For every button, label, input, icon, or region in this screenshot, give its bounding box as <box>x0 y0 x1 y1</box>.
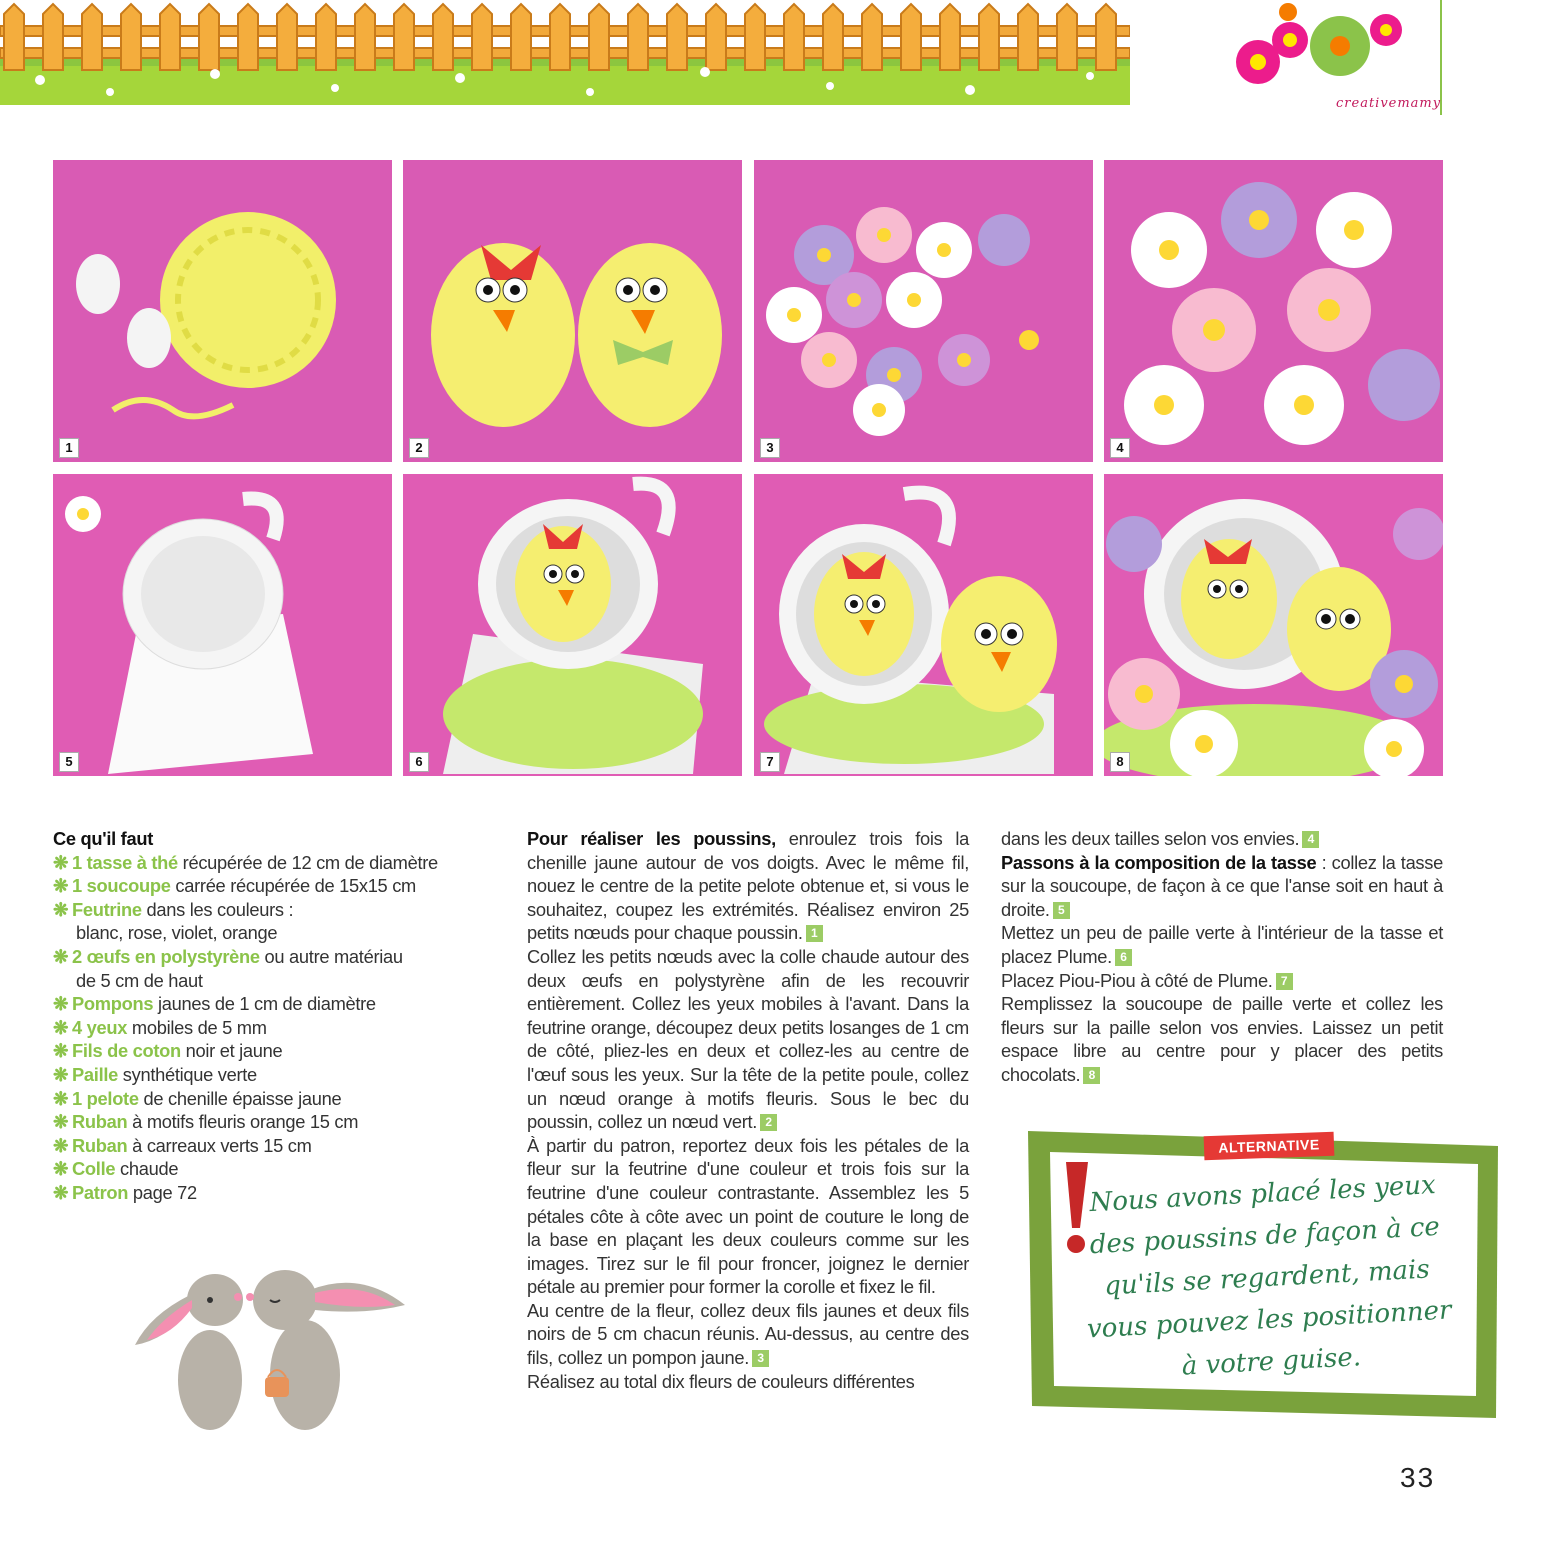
page-number: 33 <box>1400 1462 1436 1493</box>
material-name: 4 yeux <box>72 1016 128 1038</box>
material-item <box>53 1157 493 1181</box>
material-detail: carrée récupérée de 15x15 cm <box>170 875 416 897</box>
materials-list <box>53 827 493 1205</box>
material-item <box>53 1134 493 1158</box>
instruction-paragraph: Réalisez au total dix fleurs de couleurs différentes <box>527 1370 915 1392</box>
material-item <box>53 874 493 898</box>
flower-bullet-icon: ❋ <box>53 1111 69 1133</box>
step-photo-7 <box>754 474 1093 776</box>
step-photo-3 <box>754 160 1093 462</box>
material-name: Ruban <box>72 1134 128 1156</box>
flower-bullet-icon: ❋ <box>53 993 69 1015</box>
material-name: Pompons <box>72 993 154 1015</box>
material-detail: de chenille épaisse jaune <box>138 1087 342 1109</box>
material-detail: récupérée de 12 cm de diamètre <box>177 851 438 873</box>
step-heading: Passons à la composition de la tasse <box>1001 851 1317 873</box>
step-badge: 4 <box>1302 831 1319 848</box>
material-item <box>53 945 493 969</box>
instruction-paragraph: À partir du patron, reportez deux fois les pétales de la fleur sur la feutrine d'une couleur et trois fois sur la feutrine d'une couleur contrastante. Assemblez les 5 pétales côte à côte avec un point de couture le long de la base en plaçant les deux couleurs comme sur les images. Tirez sur le fil pour froncer, joignez le dernier pétale au premier pour former la corolle et fixez le fil. <box>527 1134 969 1298</box>
material-detail: chaude <box>115 1158 179 1180</box>
instruction-paragraph: Mettez un peu de paille verte à l'intérieur de la tasse et placez Plume. 6 <box>1001 922 1443 967</box>
material-item <box>53 1016 493 1040</box>
flower-bullet-icon: ❋ <box>53 1063 69 1085</box>
instruction-paragraph: Pour réaliser les poussins, enroulez trois fois la chenille jaune autour de vos doigts. Avec le même fil, nouez le centre de la petite pelote obtenue et, si vous le souhaitez, coupez les extrémités. Réalisez environ 25 petits nœuds pour chaque poussin. 1 <box>527 828 969 944</box>
material-item <box>53 921 493 945</box>
step-photo-2 <box>403 160 742 462</box>
material-name: Colle <box>72 1158 116 1180</box>
photo-number: 3 <box>760 438 780 458</box>
step-photo-8 <box>1104 474 1443 776</box>
material-detail: à carreaux verts 15 cm <box>127 1134 312 1156</box>
instruction-paragraph: dans les deux tailles selon vos envies. 4 <box>1001 827 1443 851</box>
material-detail: de 5 cm de haut <box>76 969 203 991</box>
alternative-tip-text: Nous avons placé les yeux des poussins de façon à ce qu'ils se regardent, mais vous pouvez les positionner à votre guise. <box>1086 1170 1453 1382</box>
alternative-label: ALTERNATIVE <box>1204 1132 1335 1161</box>
material-item <box>53 969 493 993</box>
flower-bullet-icon: ❋ <box>53 1016 69 1038</box>
material-name: 1 pelote <box>72 1087 139 1109</box>
step-badge: 1 <box>806 925 823 942</box>
photo-number: 2 <box>409 438 429 458</box>
photo-number: 1 <box>59 438 79 458</box>
flower-bullet-icon: ❋ <box>53 875 69 897</box>
material-item <box>53 898 493 922</box>
felt-flowers-image <box>754 160 1093 462</box>
flower-bullet-icon: ❋ <box>53 1181 69 1203</box>
material-detail: page 72 <box>128 1181 197 1203</box>
flower-bullet-icon: ❋ <box>53 945 69 967</box>
material-item <box>53 1181 493 1205</box>
material-detail: ou autre matériau <box>259 945 403 967</box>
material-detail: synthétique verte <box>118 1063 257 1085</box>
bunnies-illustration <box>120 1255 420 1440</box>
step-photo-5 <box>53 474 392 776</box>
fence-header-illustration <box>0 0 1130 105</box>
flower-bullet-icon: ❋ <box>53 1158 69 1180</box>
step-badge: 8 <box>1083 1067 1100 1084</box>
material-item <box>53 1039 493 1063</box>
material-item <box>53 851 493 875</box>
flower-bullet-icon: ❋ <box>53 851 69 873</box>
step-badge: 7 <box>1276 973 1293 990</box>
step-badge: 2 <box>760 1114 777 1131</box>
flower-bullet-icon: ❋ <box>53 1134 69 1156</box>
yarn-ball-image <box>53 160 392 462</box>
material-detail: jaunes de 1 cm de diamètre <box>153 993 376 1015</box>
instructions-column-3 <box>1001 827 1443 1087</box>
photo-number: 8 <box>1110 752 1130 772</box>
material-name: 1 soucoupe <box>72 875 171 897</box>
material-detail: mobiles de 5 mm <box>127 1016 267 1038</box>
material-item <box>53 1110 493 1134</box>
material-name: 2 œufs en polystyrène <box>72 945 260 967</box>
material-name: Patron <box>72 1181 129 1203</box>
felt-flowers-closeup-image <box>1104 160 1443 462</box>
material-detail: blanc, rose, violet, orange <box>76 922 278 944</box>
step-badge: 6 <box>1115 949 1132 966</box>
step-heading: Pour réaliser les poussins, <box>527 828 776 849</box>
photo-number: 5 <box>59 752 79 772</box>
instruction-paragraph: Placez Piou-Piou à côté de Plume. 7 <box>1001 969 1443 993</box>
materials-heading: Ce qu'il faut <box>53 828 153 849</box>
material-detail: dans les couleurs : <box>141 898 294 920</box>
material-detail: noir et jaune <box>180 1040 283 1062</box>
material-name: Paille <box>72 1063 118 1085</box>
flower-bullet-icon: ❋ <box>53 898 69 920</box>
step-badge: 5 <box>1053 902 1070 919</box>
instruction-paragraph: Passons à la composition de la tasse : collez la tasse sur la soucoupe, de façon à ce que l'anse soit en haut à droite. 5 <box>1001 851 1443 920</box>
instruction-paragraph: Remplissez la soucoupe de paille verte et collez les fleurs sur la paille selon vos envies. Laissez un petit espace libre au centre pour y placer des petits chocolats. 8 <box>1001 993 1443 1085</box>
material-name: Feutrine <box>72 898 142 920</box>
instruction-paragraph: Collez les petits nœuds avec la colle chaude autour des deux œufs en polystyrène afin de les recouvrir entièrement. Collez les yeux mobiles à l'avant. Dans la feutrine orange, découpez deux petits losanges de 1 cm de côté, pliez-les en deux et collez-les au centre de l'œuf sous les yeux. Sur la tête de la petite poule, collez un nœud orange à motifs fleuris. Sous le bec du poussin, collez un nœud vert. 2 <box>527 945 969 1133</box>
final-composition-image <box>1104 474 1443 776</box>
both-chicks-image <box>754 474 1093 776</box>
instructions-column-2 <box>527 827 969 1393</box>
photo-number: 6 <box>409 752 429 772</box>
material-name: 1 tasse à thé <box>72 851 178 873</box>
photo-number: 7 <box>760 752 780 772</box>
photo-number: 4 <box>1110 438 1130 458</box>
material-item <box>53 1087 493 1111</box>
flower-bullet-icon: ❋ <box>53 1087 69 1109</box>
materials-items <box>53 851 493 1205</box>
chick-in-cup-image <box>403 474 742 776</box>
flower-bullet-icon: ❋ <box>53 1040 69 1062</box>
material-detail: à motifs fleuris orange 15 cm <box>127 1111 359 1133</box>
step-badge: 3 <box>752 1350 769 1367</box>
step-photo-4 <box>1104 160 1443 462</box>
material-name: Fils de coton <box>72 1040 181 1062</box>
material-item <box>53 992 493 1016</box>
material-name: Ruban <box>72 1111 128 1133</box>
instruction-paragraph: Au centre de la fleur, collez deux fils jaunes et deux fils noirs de 5 cm chacun réunis. Au-dessus, au centre des fils, collez un pompon jaune. 3 <box>527 1299 969 1369</box>
material-item <box>53 1063 493 1087</box>
chicks-image <box>403 160 742 462</box>
brand-name: creativemamy <box>1336 96 1442 111</box>
cup-saucer-image <box>53 474 392 776</box>
step-photo-6 <box>403 474 742 776</box>
step-photo-1 <box>53 160 392 462</box>
